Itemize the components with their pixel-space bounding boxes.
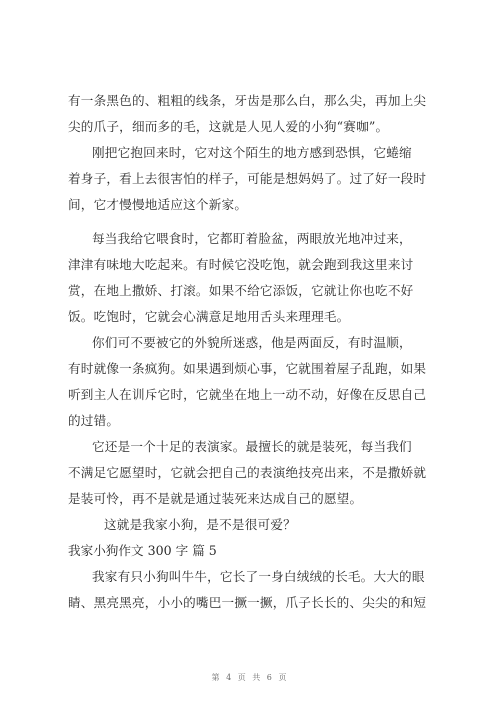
text-line: 有一条黑色的、粗粗的线条，牙齿是那么白，那么尖，再加上尖 — [68, 93, 427, 108]
paragraph-5 — [68, 434, 434, 512]
section-heading: 我家小狗作文 300 字 篇 5 — [68, 543, 217, 558]
paragraph-4 — [68, 330, 434, 434]
text-line: 的过错。 — [68, 413, 120, 428]
paragraph-3 — [68, 226, 434, 330]
paragraph-2 — [68, 140, 434, 218]
text-line: 这就是我家小狗，是不是很可爱？ — [104, 517, 296, 532]
text-line: 刚把它抱回来时，它对这个陌生的地方感到恐惧，它蜷缩 — [92, 145, 412, 160]
text-line: 有时就像一条疯狗。如果遇到烦心事，它就围着屋子乱跑，如果 — [68, 361, 427, 376]
text-line: 你们可不要被它的外貌所迷惑，他是两面反，有时温顺， — [92, 335, 412, 350]
text-line: 每当我给它喂食时，它都盯着脸盆，两眼放光地冲过来， — [92, 231, 412, 246]
text-line: 不满足它愿望时，它就会把自己的表演绝技亮出来，不是撒娇就 — [68, 465, 427, 480]
text-line: 着身子，看上去很害怕的样子，可能是想妈妈了。过了好一段时 — [68, 171, 427, 186]
paragraph-1 — [68, 88, 434, 140]
text-line: 赏，在地上撒娇、打滚。如果不给它添饭，它就让你也吃不好 — [68, 283, 414, 298]
page-footer: 第 4 页 共 6 页 — [211, 673, 289, 682]
text-line: 津津有味地大吃起来。有时候它没吃饱，就会跑到我这里来讨 — [68, 257, 414, 272]
paragraph-7 — [68, 564, 434, 616]
text-line: 它还是一个十足的表演家。最擅长的就是装死，每当我们 — [92, 439, 412, 454]
text-line: 听到主人在训斥它时，它就坐在地上一动不动，好像在反思自己 — [68, 387, 427, 402]
paragraph-spacing — [68, 218, 434, 226]
text-line: 我家有只小狗叫牛牛，它长了一身白绒绒的长毛。大大的眼 — [92, 569, 425, 584]
text-line: 饭。吃饱时，它就会心满意足地用舌头来理理毛。 — [68, 309, 350, 324]
text-line: 是装可怜，再不是就是通过装死来达成自己的愿望。 — [68, 491, 363, 506]
text-line: 间，它才慢慢地适应这个新家。 — [68, 197, 248, 212]
paragraph-6 — [68, 512, 434, 538]
text-line: 尖的爪子，细而多的毛，这就是人见人爱的小狗“赛咖”。 — [68, 119, 389, 134]
document-body — [68, 88, 434, 616]
text-line: 睛、黑亮黑亮，小小的嘴巴一撅一撅，爪子长长的、尖尖的和短 — [68, 595, 427, 610]
